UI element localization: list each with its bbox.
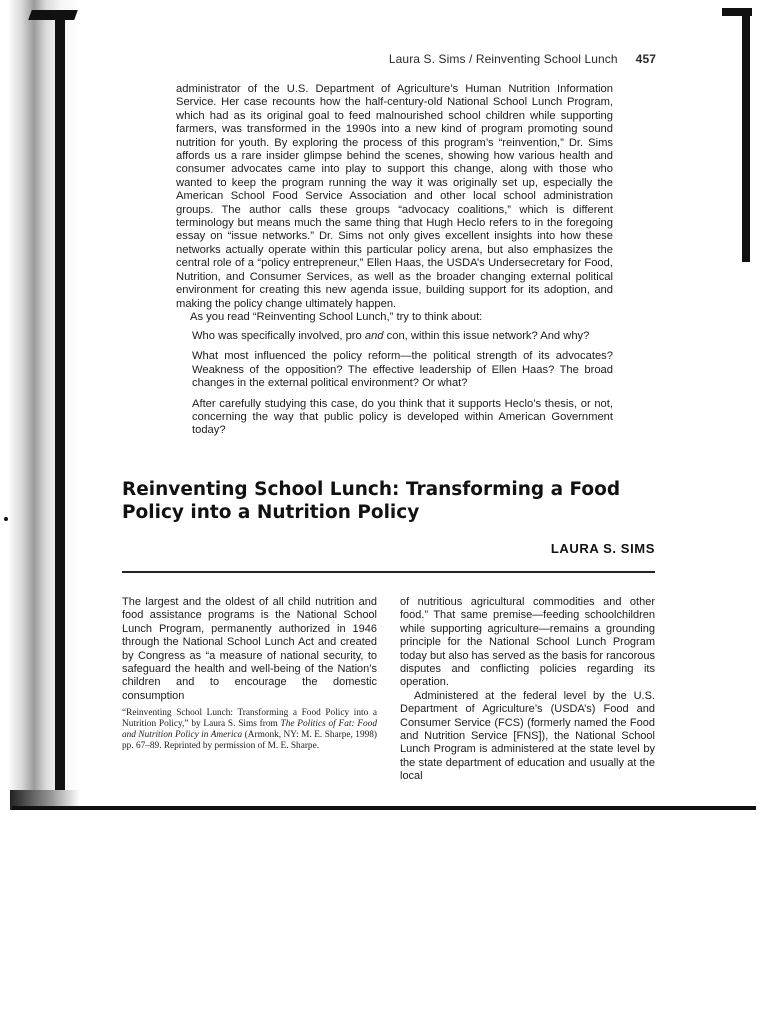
bottom-page-edge	[12, 806, 756, 810]
body-column-right	[400, 596, 655, 784]
scan-speck	[4, 517, 8, 521]
article-title-line-1: Reinventing School Lunch: Transforming a Food	[122, 479, 621, 500]
question-1-italic: and	[364, 330, 384, 342]
right-page-edge-cap	[722, 8, 752, 16]
right-page-edge	[742, 12, 750, 262]
footnote-book-title: The Politics of Fat: Food and Nutrition Policy in America	[122, 719, 377, 740]
question-1: Who was specifically involved, pro and con, within this issue network? And why?	[192, 330, 590, 342]
body-paragraph-right-1: of nutritious agricultural commodities and other food.” That same premise—feeding schoolchildren while supporting agriculture—remains a grounding principle for the National School Lunch Program today but also has served as the basis for rancorous disputes and conflicting policies regarding its operation.	[400, 596, 655, 689]
article-title	[122, 478, 642, 524]
binding-top-cap	[28, 10, 78, 20]
binding-edge-line	[55, 14, 65, 804]
study-questions	[192, 330, 613, 445]
question-3: After carefully studying this case, do you think that it supports Heclo’s thesis, or not, concerning the way that public policy is developed within American Government today?	[192, 397, 613, 437]
introduction	[176, 83, 613, 324]
binding-shadow	[0, 0, 80, 808]
article-title-line-2: Policy into a Nutrition Policy	[122, 502, 420, 523]
running-head	[389, 52, 656, 66]
article-author: LAURA S. SIMS	[550, 541, 655, 556]
body-column-left	[122, 596, 377, 703]
title-rule	[122, 571, 655, 573]
intro-prompt: As you read “Reinventing School Lunch,” try to think about:	[190, 310, 483, 323]
body-paragraph-right-2: Administered at the federal level by the U.S. Department of Agriculture’s (USDA’s) Food and Consumer Service (FCS) (formerly named the Food and Nutrition Service [FNS]), the National School Lunch Program is administered at the state level by the state department of education and usually at the local	[400, 689, 655, 783]
body-paragraph-left: The largest and the oldest of all child nutrition and food assistance programs is the National School Lunch Program, permanently authorized in 1946 through the National School Lunch Act and created by Congress as “a measure of national security, to safeguard the health and well-being of the Nation’s children and to encourage the domestic consumption	[122, 596, 377, 702]
question-2: What most influenced the policy reform—the political strength of its advocates? Weakness of the opposition? The effective leadership of Ellen Haas? The broad changes in the external political environment? Or what?	[192, 350, 613, 390]
running-title: Laura S. Sims / Reinventing School Lunch	[388, 52, 618, 66]
page-number: 457	[635, 52, 656, 66]
intro-paragraph: administrator of the U.S. Department of Agriculture’s Human Nutrition Information Service. Her case recounts how the half-century-old National School Lunch Program, which had as its original goal to feed malnourished school children while supporting farmers, was transformed in the 1990s into a new kind of program promoting sound nutrition for youth. By exploring the process of this program’s “reinvention,” Dr. Sims affords us a rare insider glimpse behind the scenes, showing how various health and consumer advocates came into play to support this change, along with those who wanted to keep the program running the way it was originally set up, especially the American School Food Service Association and other local school administration groups. The author calls these groups “advocacy coalitions,” which is different terminology but means much the same thing that Hugh Heclo refers to in the foregoing essay on “issue networks.” Dr. Sims not only gives excellent insights into how these networks actually operate within this particular policy arena, but also emphasizes the central role of a “policy entrepreneur,” Ellen Haas, the USDA’s Undersecretary for Food, Nutrition, and Consumer Services, as well as the broader changing external political environment for creating this new agenda issue, building support for its adoption, and making the policy change ultimately happen.	[176, 83, 613, 310]
source-footnote: “Reinventing School Lunch: Transforming a Food Policy into a Nutrition Policy,” by Laura S. Sims from The Politics of Fat: Food and Nutrition Policy in America (Armonk, NY: M. E. Sharpe, 1998) pp. 67–89. Reprinted by permission of M. E. Sharpe.	[122, 708, 377, 751]
